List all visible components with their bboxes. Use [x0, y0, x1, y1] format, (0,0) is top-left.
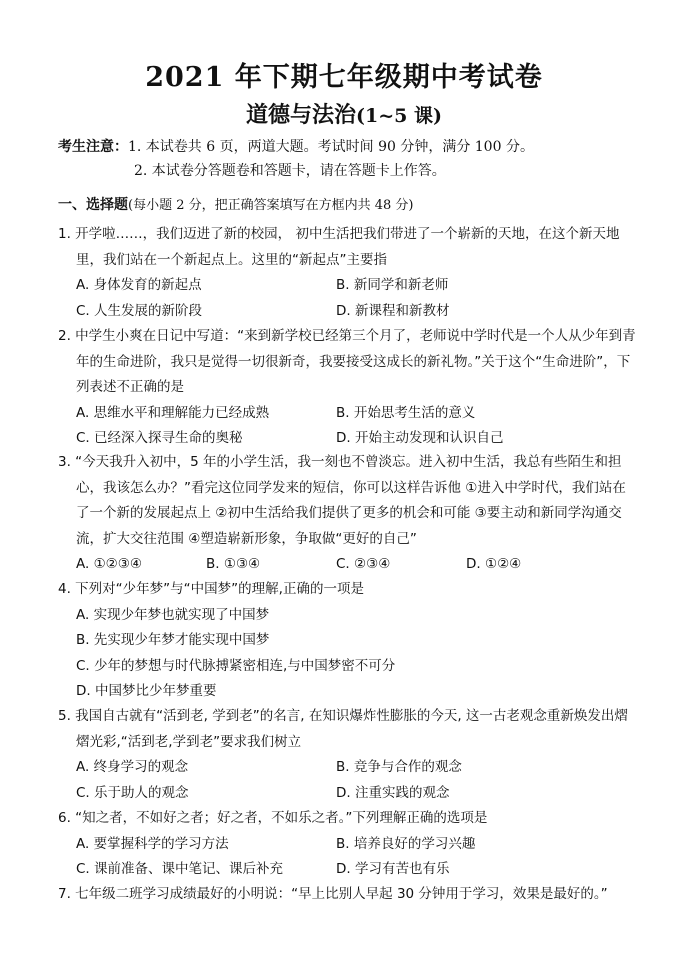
section-heading — [58, 194, 414, 214]
question-2 — [58, 324, 638, 452]
notice-line-2: 2. 本试卷分答题卷和答题卡，请在答题卡上作答。 — [134, 163, 446, 179]
option-a: A. ①②③④ — [76, 556, 142, 572]
option-d: D. 中国梦比少年梦重要 — [76, 683, 217, 699]
question-3 — [58, 450, 638, 578]
subject-name: 道德与法治 — [246, 102, 357, 128]
question-7 — [58, 882, 638, 908]
question-stem: 2. 中学生小爽在日记中写道：“来到新学校已经第三个月了，老师说中学时代是一个人从少年到青年的生命进阶，我只是觉得一切很新奇，我要接受这成长的新礼物。”关于这个“生命进阶”，下列表述不正确的是 — [58, 328, 636, 395]
question-stem: 3. “今天我升入初中，5 年的小学生活，我一刻也不曾淡忘。进入初中生活，我总有些陌生和担心，我该怎么办？”看完这位同学发来的短信，你可以这样告诉他 ①进入中学时代，我们站在了一个新的发展起点上 ②初中生活给我们提供了更多的机会和可能 ③要主动和新同学沟通交流，扩大交往范围 ④塑造崭新形象，争取做“更好的自己” — [58, 454, 626, 547]
notice-line-1: 1. 本试卷共 6 页，两道大题。考试时间 90 分钟，满分 100 分。 — [128, 139, 534, 155]
exam-notice — [58, 135, 658, 183]
question-4 — [58, 577, 638, 705]
question-stem: 7. 七年级二班学习成绩最好的小明说：“早上比别人早起 30 分钟用于学习，效果是最好的。” — [58, 886, 608, 902]
question-5 — [58, 704, 638, 806]
option-d: D. 注重实践的观念 — [336, 784, 450, 801]
section-note: (每小题 2 分，把正确答案填写在方框内共 48 分) — [128, 198, 414, 213]
section-title: 一、选择题 — [58, 197, 128, 213]
option-a: A. 身体发育的新起点 — [76, 277, 202, 293]
question-options — [58, 552, 638, 578]
option-a: A. 实现少年梦也就实现了中国梦 — [76, 606, 270, 623]
option-a: A. 思维水平和理解能力已经成熟 — [76, 404, 270, 421]
lesson-range: (1~5 课) — [356, 105, 442, 127]
option-c: C. 乐于助人的观念 — [76, 784, 189, 801]
option-c: C. 人生发展的新阶段 — [76, 302, 203, 319]
question-6 — [58, 806, 638, 883]
question-options — [58, 273, 638, 324]
notice-label: 考生注意： — [58, 139, 128, 155]
option-b: B. 先实现少年梦才能实现中国梦 — [76, 632, 270, 648]
option-d: D. 学习有苦也有乐 — [336, 861, 450, 877]
question-1 — [58, 222, 638, 324]
question-options — [58, 832, 638, 883]
option-b: B. 培养良好的学习兴趣 — [336, 835, 476, 852]
question-stem: 4. 下列对“少年梦”与“中国梦”的理解,正确的一项是 — [58, 581, 364, 597]
question-options — [58, 401, 638, 452]
question-stem: 5. 我国自古就有“活到老, 学到老”的名言, 在知识爆炸性膨胀的今天, 这一古老观念重新焕发出熠熠光彩,“活到老,学到老”要求我们树立 — [58, 708, 628, 750]
option-c: C. ②③④ — [336, 556, 391, 572]
question-options — [58, 755, 638, 806]
option-a: A. 要掌握科学的学习方法 — [76, 835, 229, 852]
option-b: B. 新同学和新老师 — [336, 277, 449, 293]
exam-title: 2021 年下期七年级期中考试卷 — [145, 62, 543, 93]
option-d: D. ①②④ — [466, 556, 522, 572]
option-b: B. ①③④ — [206, 556, 261, 572]
option-b: B. 竞争与合作的观念 — [336, 759, 462, 775]
question-options — [58, 603, 638, 705]
exam-subtitle — [0, 98, 688, 129]
option-d: D. 开始主动发现和认识自己 — [336, 430, 504, 446]
option-c: C. 已经深入探寻生命的奥秘 — [76, 430, 243, 446]
option-c: C. 少年的梦想与时代脉搏紧密相连,与中国梦密不可分 — [76, 657, 396, 674]
option-a: A. 终身学习的观念 — [76, 759, 189, 775]
question-stem: 1. 开学啦……，我们迈进了新的校园， 初中生活把我们带进了一个崭新的天地，在这个新天地里，我们站在一个新起点上。这里的“新起点”主要指 — [58, 226, 620, 268]
option-b: B. 开始思考生活的意义 — [336, 404, 476, 421]
question-stem: 6. “知之者，不如好之者；好之者，不如乐之者。”下列理解正确的选项是 — [58, 810, 488, 826]
option-d: D. 新课程和新教材 — [336, 302, 450, 319]
option-c: C. 课前准备、课中笔记、课后补充 — [76, 861, 284, 877]
